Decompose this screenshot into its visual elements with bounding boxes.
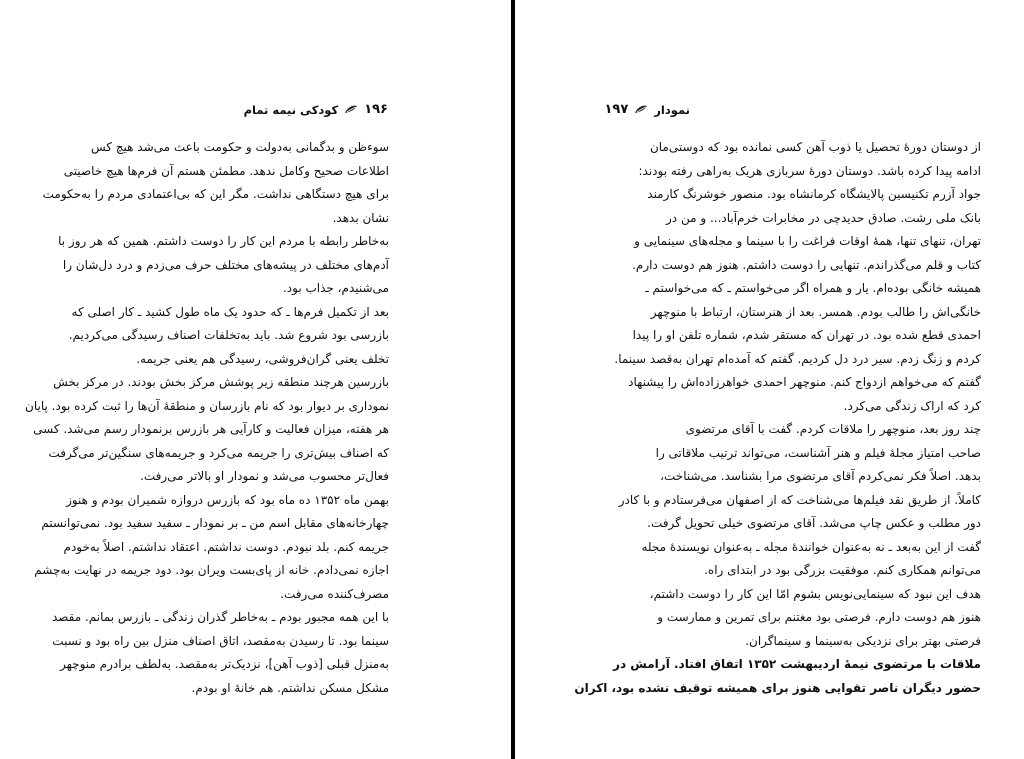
text-line: بدهد. اصلاً فکر نمی‌کردم آقای مرتضوی مرا بشناسد. می‌شناخت، [660,469,981,483]
text-line: بعد از تکمیل فرم‌ها ـ که حدود یک ماه طول کشید ـ کار اصلی که [71,304,389,319]
left-page-header [244,102,388,117]
right-page-body [574,136,981,700]
text-line: به‌خاطر رابطه با مردم این کار را دوست داشتم. همین که هر روز با [58,234,389,248]
right-page-number: ١٩٧ [604,102,629,117]
left-page-number: ١٩۶ [364,102,388,117]
text-line: هدف این نبود که سینمایی‌نویس بشوم امّا این کار را دوست داشتم، [649,586,981,601]
text-line: صاحب امتیاز مجلهٔ فیلم و هنر آشناست، می‌تواند ترتیب ملاقاتی را [655,445,981,460]
text-line: که اصناف بیش‌تری را جریمه می‌کرد و جریمه‌های سنگین‌تر می‌گرفت [48,445,389,460]
text-line: می‌توانم همکاری کنم. موفقیت بزرگی بود در ابتدای راه. [704,563,981,577]
text-line: مصرف‌کننده می‌رفت. [280,586,389,601]
text-line: حضور دیگران ناصر تقوایی هنوز برای همیشه توقیف نشده بود، اکران [574,680,981,695]
text-line: ادامه پیدا کرده باشد. دوستان دورهٔ سربازی هریک به‌راهی رفته بودند: [638,163,981,178]
text-line: اجازه نمی‌دادم. خانه از پای‌بست ویران بود. دود جریمه در نهایت به‌چشم [34,563,389,577]
text-line: هر هفته، میزان فعالیت و کارآیی هر بازرس برنمودار رسم می‌شد. کسی [33,422,389,436]
text-line: فعال‌تر محسوب می‌شد و نمودار او بالاتر می‌رفت. [140,469,389,483]
text-line: همیشه خانگی بوده‌ام. یار و همراه اگر می‌خواستم ـ که می‌خواستم ـ [645,281,981,295]
text-line: بهمن ماه ۱۳۵۲ ده ماه بود که بازرس دروازه شمیران بودم و هنوز [66,492,389,507]
text-line: مشکل مسکن نداشتم. هم خانهٔ او بودم. [191,680,389,695]
text-line: بازرسین هرچند منطقه زیر پوشش مرکز بخش بودند. در مرکز بخش [53,375,389,389]
text-line: اطلاعات صحیح وکامل ندهد. مطمئن هستم آن فرم‌ها هیچ خاصیتی [63,163,389,178]
right-running-title: نمودار [654,102,690,117]
text-line: آدم‌های مختلف در پیشه‌های مختلف حرف می‌زدم و درد دل‌شان را [62,257,389,272]
text-line: خانگی‌اش را طالب بودم. همسر. بعد از هنرستان، ارتباط با منوچهر [650,304,981,319]
text-line: چهارخانه‌های مقابل اسم من ـ بر نمودار ـ سفید سفید بود. نمی‌توانستم [41,516,389,530]
text-line: احمدی قطع شده بود. در تهران که مستقر شدم، شماره تلفن او را پیدا [632,328,981,342]
text-line: گفت از این به‌بعد ـ نه به‌عنوان خوانندهٔ مجله ـ به‌عنوان نویسندهٔ مجله [641,539,981,554]
text-line: کاملاً. از طریق نقد فیلم‌ها می‌شناخت که از اصفهان می‌فرستادم و با کادر [618,492,981,507]
text-line: با این همه مجبور بودم ـ به‌خاطر گذران زندگی ـ بازرس بمانم. مقصد [51,610,389,624]
text-line: تخلف یعنی گران‌فروشی، رسیدگی هم یعنی جریمه. [136,351,389,366]
ornament-icon [344,105,358,114]
text-line: بازرسی بود شروع شد. باید به‌تخلفات اصناف رسیدگی می‌کردیم. [68,328,389,342]
ornament-icon [634,105,648,114]
text-line: ملاقات با مرتضوی نیمهٔ اردیبهشت ۱۳۵۲ اتفاق افتاد. آرامش در [613,657,981,671]
text-line: از دوستان دورهٔ تحصیل یا ذوب آهن کسی نمانده بود که دوستی‌مان [649,140,981,154]
text-line: به‌منزل قبلی [ذوب آهن]، نزدیک‌تر به‌مقصد. به‌لطف برادرم منوچهر [60,657,389,671]
text-line: چند روز بعد، منوچهر را ملاقات کردم. گفت با آقای مرتضوی [685,422,981,436]
text-line: بانک ملی رشت. صادق حدیدچی در مخابرات خرم‌آباد... و من در [666,210,981,225]
left-running-title: کودکی نیمه تمام [243,102,339,117]
text-line: کتاب و قلم می‌گذراندم. تنهایی را دوست داشتم. هنوز هم دوست دارم. [632,257,981,272]
text-line: سوءظن و بدگمانی به‌دولت و حکومت باعث می‌شد هیچ کس [90,140,389,154]
right-page-header [604,102,690,117]
text-line: کرد که اراک زندگی می‌کرد. [843,398,981,413]
text-line: نموداری بر دیوار بود که نام بازرسان و منطقهٔ آن‌ها را ثبت کرده بود. پایان [25,398,389,413]
right-page [515,0,1024,759]
text-line: دور مطلب و عکس چاپ می‌شد. آقای مرتضوی خیلی تحویل گرفت. [647,516,981,530]
text-line: هنوز هم دوست دارم. فرصتی بود مغتنم برای تمرین و ممارست و [657,610,981,624]
text-line: نشان بدهد. [332,210,389,225]
text-line: می‌شنیدم، جذاب بود. [282,281,389,295]
text-line: سینما بود. تا رسیدن به‌مقصد، اتاق اصناف منزل بین راه بود و نسبت [52,633,389,648]
text-line: فرصتی بهتر برای نزدیکی به‌سینما و سینماگران. [745,633,981,648]
text-line: جواد آزرم تکنیسین پالایشگاه کرمانشاه بود. منصور خوشرنگ کارمند [647,187,981,201]
text-line: جریمه کنم. بلد نبودم. دوست نداشتم. اعتقاد نداشتم. اصلاً به‌خودم [63,539,389,554]
text-line: گفتم که می‌خواهم ازدواج کنم. منوچهر احمدی خواهرزاده‌اش را پیشنهاد [628,375,981,389]
text-line: کردم و زنگ زدم. سیر درد دل کردیم. گفتم که آمده‌ام تهران به‌قصد سینما. [614,351,981,366]
text-line: برای هیچ دستگاهی نداشت. مگر این که بی‌اعتمادی مردم را به‌حکومت [42,187,389,201]
left-page-body [25,136,389,700]
text-line: تهران، تنهای تنها، همهٔ اوقات فراغت را با سینما و مجله‌های سینمایی و [634,234,981,248]
